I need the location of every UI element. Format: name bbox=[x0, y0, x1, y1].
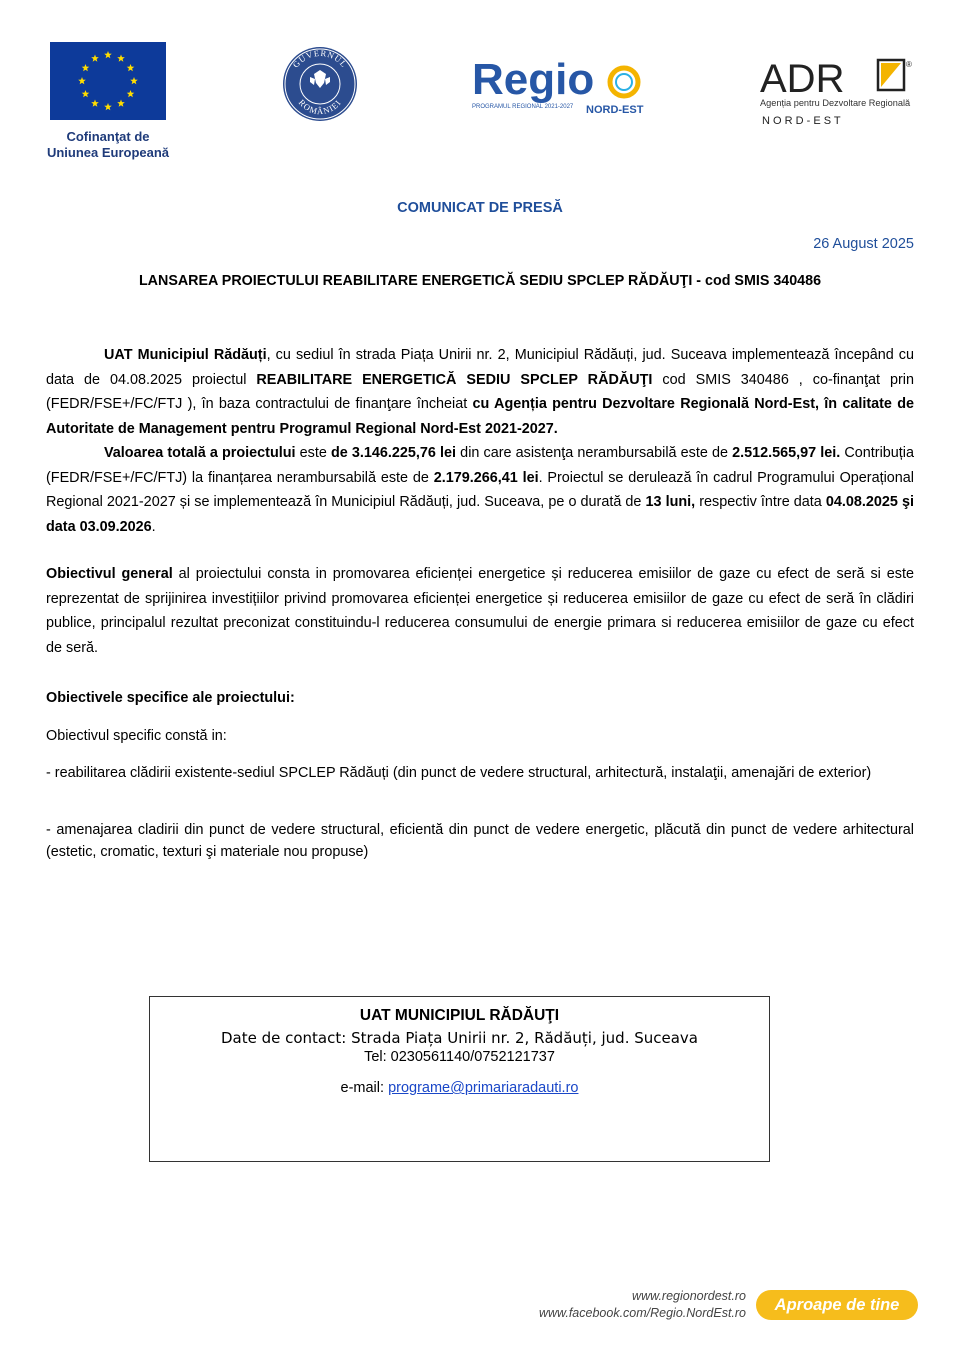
eu-caption-line2: Uniunea Europeană bbox=[46, 145, 170, 160]
eu-caption-line1: Cofinanţat de bbox=[66, 129, 150, 144]
eu-caption bbox=[43, 129, 173, 161]
footer-links bbox=[539, 1288, 746, 1322]
government-seal-logo bbox=[280, 44, 360, 122]
contact-name: UAT MUNICIPIUL RĂDĂUŢI bbox=[359, 1007, 560, 1024]
regio-region: NORD-EST bbox=[586, 104, 644, 116]
regio-word: Regio bbox=[472, 55, 595, 104]
paragraph-intro: UAT Municipiul Rădăuți, cu sediul în strada Piața Unirii nr. 2, Municipiul Rădăuți, jud. Suceava implementează începând cu data de 04.08.2025 proiectul REABILITARE ENERGETICĂ SEDIU SPCLEP RĂDĂUŢI cod SMIS 340486 , co-finanţat prin (FEDR/FSE+/FC/FTJ ), în baza contractului de finanţare încheiat cu Agenția pentru Dezvoltare Regională Nord-Est, în calitate de Autoritate de Management pentru Programul Regional Nord-Est 2021-2027. bbox=[46, 347, 914, 437]
adr-logo bbox=[758, 56, 918, 128]
regio-logo-icon bbox=[470, 52, 650, 116]
eu-flag-icon bbox=[50, 42, 166, 120]
press-release-title: LANSAREA PROIECTULUI REABILITARE ENERGETICĂ SEDIU SPCLEP RĂDĂUŢI - cod SMIS 340486 bbox=[138, 273, 822, 289]
eu-logo bbox=[46, 42, 170, 161]
specific-objective-item: - reabilitarea clădirii existente-sediul SPCLEP Rădăuți (din punct de vedere structural, arhitectură, instalaţii, amenajări de exterior) bbox=[46, 765, 872, 781]
specific-objectives-heading: Obiectivele specifice ale proiectului: bbox=[46, 690, 295, 706]
press-release-date: 26 August 2025 bbox=[813, 236, 914, 252]
contact-email-label: e-mail: bbox=[340, 1080, 389, 1096]
adr-word: ADR bbox=[760, 57, 845, 101]
specific-objective-item: - amenajarea cladirii din punct de vedere structural, eficientă din punct de vedere energetic, plăcută din punct de vedere arhitectural (estetic, cromatic, texturi şi materiale nou propuse) bbox=[46, 822, 914, 860]
paragraph-general-objective: Obiectivul general al proiectului consta in promovarea eficienței energetice și reducerea emisiilor de gaze cu efect de seră si este reprezentat de sprijinirea investițiilor privind promovarea eficienței energetice și reducerea emisiilor de gaze cu efect de seră în clădiri publice, principalul rezultat preconizat constituindu-l reducerea consumului de energie primara si reducerea emisiilor de gaze cu efect de seră. bbox=[46, 566, 914, 656]
contact-email-link[interactable]: programe@primariaradauti.ro bbox=[388, 1080, 579, 1096]
regio-subtitle: PROGRAMUL REGIONAL 2021-2027 bbox=[472, 104, 574, 110]
gov-text-bottom: ROMÂNIEI bbox=[296, 97, 344, 117]
press-release-label: COMUNICAT DE PRESĂ bbox=[397, 200, 563, 216]
contact-box bbox=[149, 996, 770, 1162]
contact-phone: Tel: 0230561140/0752121737 bbox=[364, 1049, 555, 1065]
adr-registered: ® bbox=[906, 60, 912, 69]
contact-address: Date de contact: Strada Piața Unirii nr. 2, Rădăuți, jud. Suceava bbox=[220, 1029, 698, 1047]
adr-subtitle: Agenția pentru Dezvoltare Regională bbox=[760, 98, 911, 108]
paragraph-value: Valoarea totală a proiectului este de 3.146.225,76 lei din care asistenţa nerambursabilă este de 2.512.565,97 lei. Contribuția (FEDR/FSE+/FC/FTJ) la finanțarea nerambursabilă este de 2.179.266,41 lei. Proiectul se derulează în cadrul Programului Operațional Regional 2021-2027 și se implementează în Municipiul Rădăuți, jud. Suceava, pe o durată de 13 luni, respectiv între data 04.08.2025 şi data 03.09.2026. bbox=[46, 445, 914, 535]
gov-text-top: GUVERNUL bbox=[290, 47, 350, 70]
specific-objective-intro: Obiectivul specific constă in: bbox=[46, 728, 227, 744]
adr-logo-icon bbox=[758, 56, 918, 128]
regio-logo bbox=[470, 52, 650, 116]
adr-region: N O R D - E S T bbox=[762, 115, 841, 127]
footer-slogan-badge: Aproape de tine bbox=[756, 1290, 918, 1320]
footer-facebook-link[interactable]: www.facebook.com/Regio.NordEst.ro bbox=[538, 1306, 746, 1320]
footer-website-link[interactable]: www.regionordest.ro bbox=[632, 1289, 746, 1303]
contact-email-row bbox=[150, 1080, 769, 1096]
government-seal-icon bbox=[280, 44, 360, 122]
